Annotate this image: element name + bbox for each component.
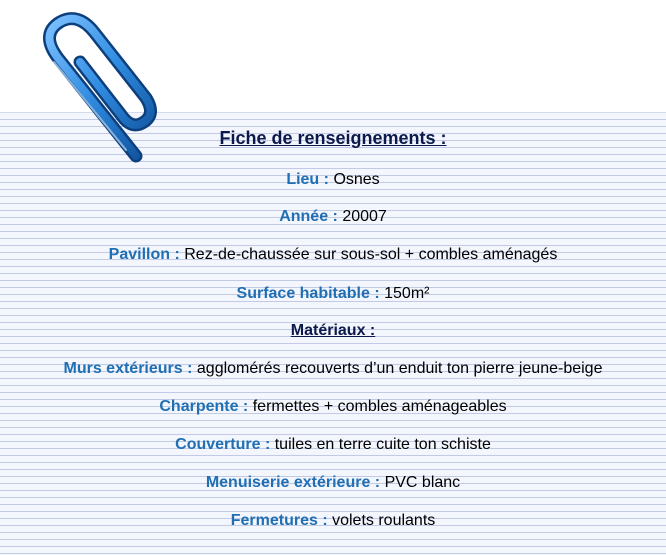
row-value: fermettes + combles aménageables <box>252 398 507 415</box>
row-label: Murs extérieurs : <box>63 360 193 377</box>
paperclip-icon <box>18 6 168 176</box>
row-pavillon <box>0 245 666 265</box>
row-value: agglomérés recouverts d’un enduit ton pierre jeune-beige <box>196 360 603 377</box>
row-value: tuiles en terre cuite ton schiste <box>274 436 491 453</box>
row-menuiserie <box>0 473 666 493</box>
row-value: volets roulants <box>332 512 436 529</box>
row-value: Osnes <box>333 171 380 188</box>
fiche-title: Fiche de renseignements : <box>219 128 447 148</box>
row-surface <box>0 284 666 304</box>
row-label: Surface habitable : <box>236 285 380 302</box>
row-label: Charpente : <box>159 398 249 415</box>
row-value: Rez-de-chaussée sur sous-sol + combles aménagés <box>184 246 558 263</box>
row-label: Année : <box>279 208 338 225</box>
row-value: 150m² <box>384 285 430 302</box>
materiaux-title: Matériaux : <box>290 322 376 339</box>
row-label: Fermetures : <box>230 512 328 529</box>
row-label: Menuiserie extérieure : <box>205 474 381 491</box>
row-value: PVC blanc <box>384 474 461 491</box>
row-charpente <box>0 397 666 417</box>
row-fermetures <box>0 511 666 531</box>
row-label: Couverture : <box>175 436 271 453</box>
row-lieu <box>0 170 666 190</box>
row-value: 20007 <box>342 208 387 225</box>
row-couverture <box>0 435 666 455</box>
row-murs <box>0 359 666 379</box>
row-label: Pavillon : <box>108 246 180 263</box>
row-annee <box>0 207 666 227</box>
row-label: Lieu : <box>286 171 329 188</box>
